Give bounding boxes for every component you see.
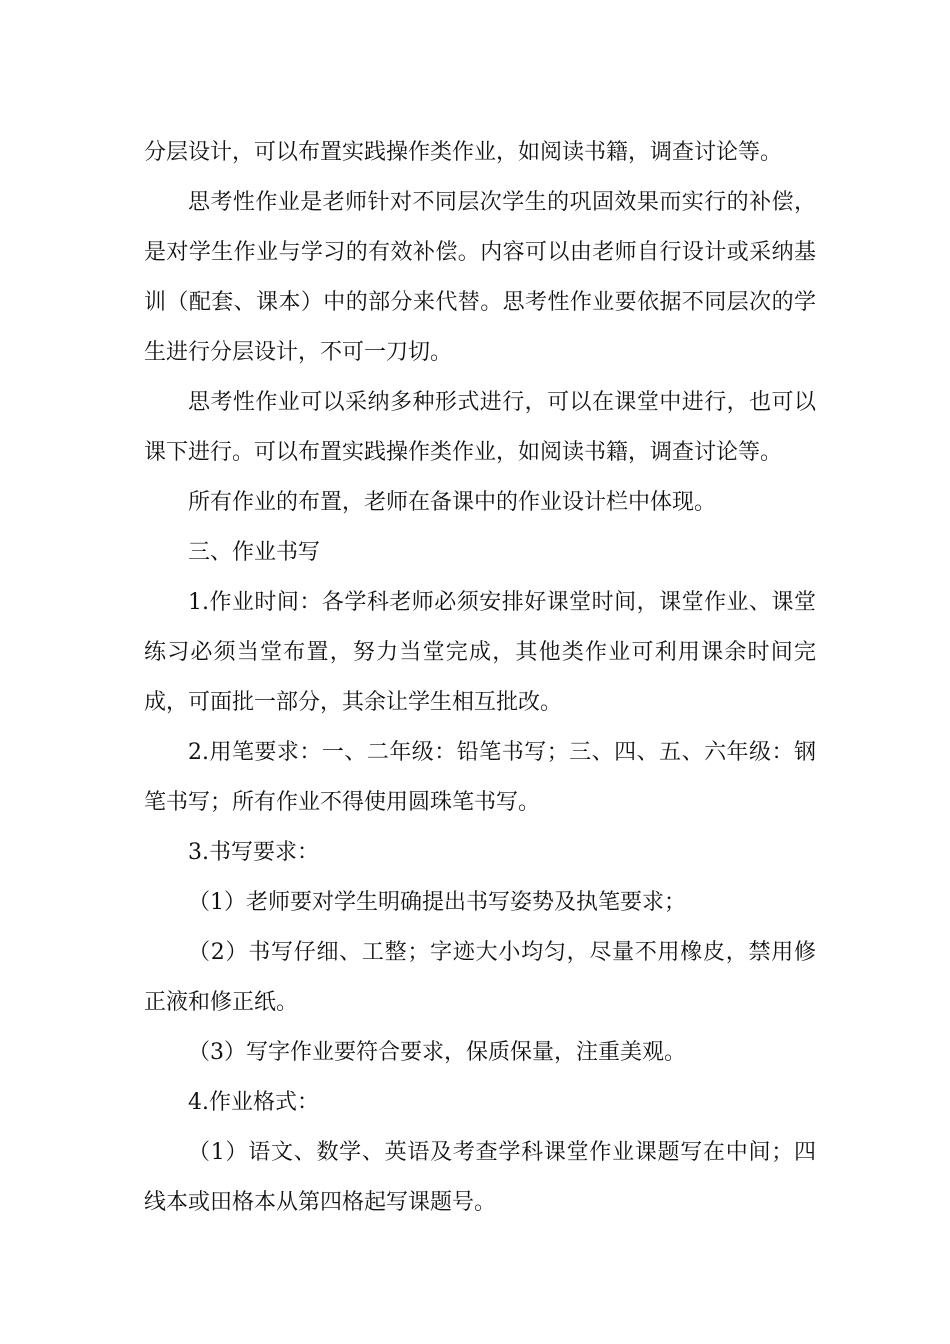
paragraph-thinking-homework-forms: 思考性作业可以采纳多种形式进行，可以在课堂中进行，也可以课下进行。可以布置实践操作类作业，如阅读书籍，调查讨论等。 <box>144 390 816 465</box>
paragraph-thinking-homework: 思考性作业是老师针对不同层次学生的巩固效果而实行的补偿，是对学生作业与学习的有效补偿。内容可以由老师自行设计或采纳基训（配套、课本）中的部分来代替。思考性作业要依据不同层次的学生进行分层设计，不可一刀切。 <box>144 190 816 365</box>
paragraph-homework-time: 1.作业时间：各学科老师必须安排好课堂时间，课堂作业、课堂练习必须当堂布置，努力当堂完成，其他类作业可利用课余时间完成，可面批一部分，其余让学生相互批改。 <box>144 590 816 715</box>
section-heading-homework-writing: 三、作业书写 <box>188 540 321 565</box>
list-item-writing-1: （1）老师要对学生明确提出书写姿势及执笔要求； <box>188 890 686 915</box>
paragraph-writing-requirements: 3.书写要求： <box>188 840 319 865</box>
list-item-writing-2: （2）书写仔细、工整；字迹大小均匀，尽量不用橡皮，禁用修正液和修正纸。 <box>144 940 816 1015</box>
list-item-format-1: （1）语文、数学、英语及考查学科课堂作业课题写在中间；四线本或田格本从第四格起写课题号。 <box>144 1140 816 1215</box>
document-body <box>144 128 816 1228</box>
paragraph-continuation: 分层设计，可以布置实践操作类作业，如阅读书籍，调查讨论等。 <box>144 140 783 165</box>
paragraph-homework-format: 4.作业格式： <box>188 1090 319 1115</box>
paragraph-pen-requirements: 2.用笔要求：一、二年级：铅笔书写；三、四、五、六年级：钢笔书写；所有作业不得使用圆珠笔书写。 <box>144 740 816 815</box>
list-item-writing-3: （3）写字作业要符合要求，保质保量，注重美观。 <box>188 1040 686 1065</box>
paragraph-homework-assignment: 所有作业的布置，老师在备课中的作业设计栏中体现。 <box>188 490 717 515</box>
